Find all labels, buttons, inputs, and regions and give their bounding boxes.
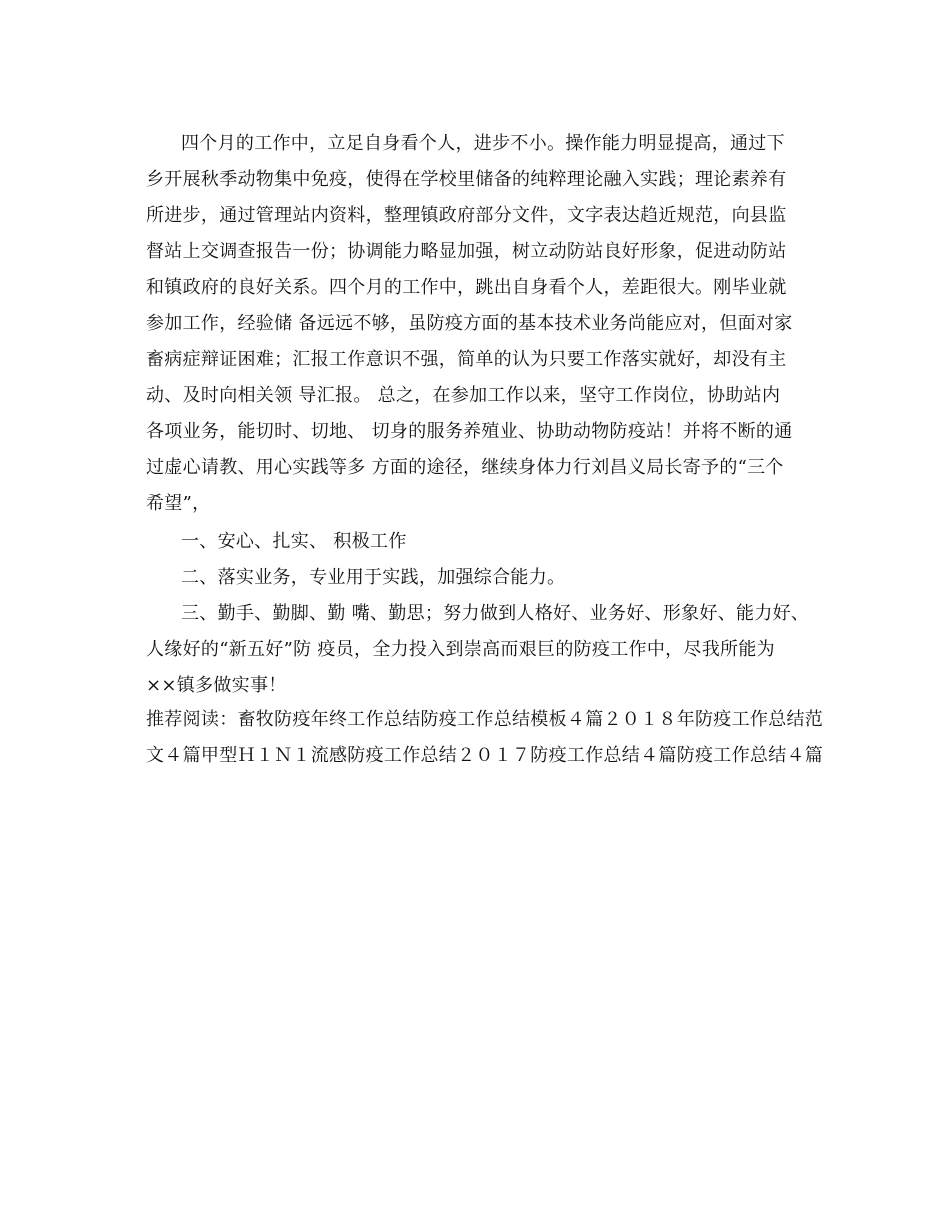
- recommended-reading-line-1: 推荐阅读：畜牧防疫年终工作总结防疫工作总结模板４篇２０１８年防疫工作总结范: [146, 709, 824, 730]
- body-line-5: 和镇政府的良好关系。四个月的工作中，跳出自身看个人，差距很大。刚毕业就: [146, 277, 787, 298]
- list-item-2: 二、落实业务，专业用于实践，加强综合能力。: [181, 567, 566, 588]
- body-line-9: 各项业务，能切时、切地、 切身的服务养殖业、协助动物防疫站！并将不断的通: [146, 421, 793, 442]
- body-line-7: 畜病症辩证困难；汇报工作意识不强，简单的认为只要工作落实就好，却没有主: [146, 349, 787, 370]
- body-line-1: 四个月的工作中，立足自身看个人，进步不小。操作能力明显提高，通过下: [181, 133, 785, 154]
- recommended-reading-line-2: 文４篇甲型Ｈ１Ｎ１流感防疫工作总结２０１７防疫工作总结４篇防疫工作总结４篇: [146, 745, 824, 766]
- list-item-3-cont: 人缘好的“新五好”防 疫员，全力投入到崇高而艰巨的防疫工作中，尽我所能为: [146, 639, 775, 660]
- body-line-8: 动、及时向相关领 导汇报。 总之，在参加工作以来，坚守工作岗位，协助站内: [146, 385, 781, 406]
- list-item-1: 一、安心、扎实、 积极工作: [181, 531, 407, 552]
- body-line-11: 希望”，: [146, 493, 211, 514]
- body-line-4: 督站上交调查报告一份；协调能力略显加强，树立动防站良好形象，促进动防站: [146, 241, 787, 262]
- list-item-3: 三、勤手、勤脚、勤 嘴、勤思；努力做到人格好、业务好、形象好、能力好、: [181, 603, 810, 624]
- body-line-6: 参加工作，经验储 备远远不够，虽防疫方面的基本技术业务尚能应对，但面对家: [146, 313, 793, 334]
- body-line-2: 乡开展秋季动物集中免疫，使得在学校里储备的纯粹理论融入实践；理论素养有: [146, 169, 787, 190]
- body-line-10: 过虚心请教、用心实践等多 方面的途径，继续身体力行刘昌义局长寄予的“三个: [146, 457, 784, 478]
- body-line-3: 所进步，通过管理站内资料，整理镇政府部分文件，文字表达趋近规范，向县监: [146, 205, 787, 226]
- list-item-3-end: ××镇多做实事！: [146, 675, 287, 696]
